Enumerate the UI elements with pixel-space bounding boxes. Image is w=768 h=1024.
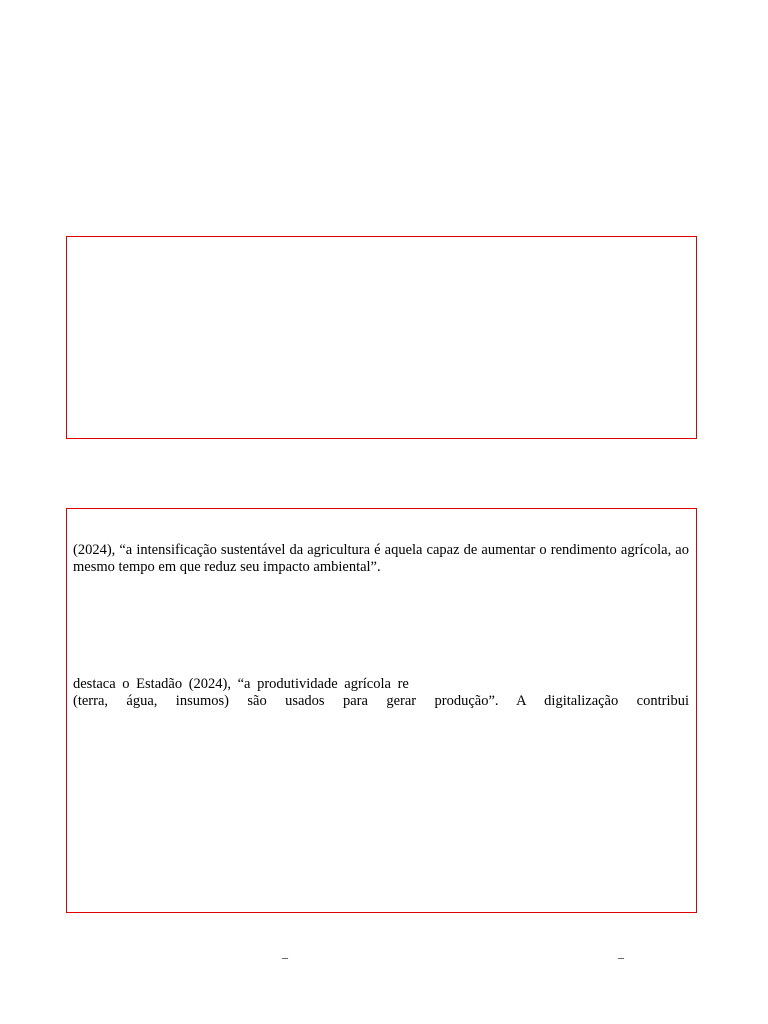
paragraph-intensification: (2024), “a intensificação sustentável da agricultura é aquela capaz de aumentar o rendimento agrícola, ao mesmo tempo em que reduz seu impacto ambiental”.: [73, 542, 689, 575]
paragraph-productivity-line-1: destaca o Estadão (2024), “a produtividade agrícola re: [73, 676, 409, 692]
paragraph-productivity-line-2: (terra, água, insumos) são usados para gerar produção”. A digitalização contribui: [73, 693, 689, 709]
footer-dash-right: –: [618, 950, 624, 964]
empty-text-frame: [66, 236, 697, 439]
footer-dash-left: –: [282, 950, 288, 964]
